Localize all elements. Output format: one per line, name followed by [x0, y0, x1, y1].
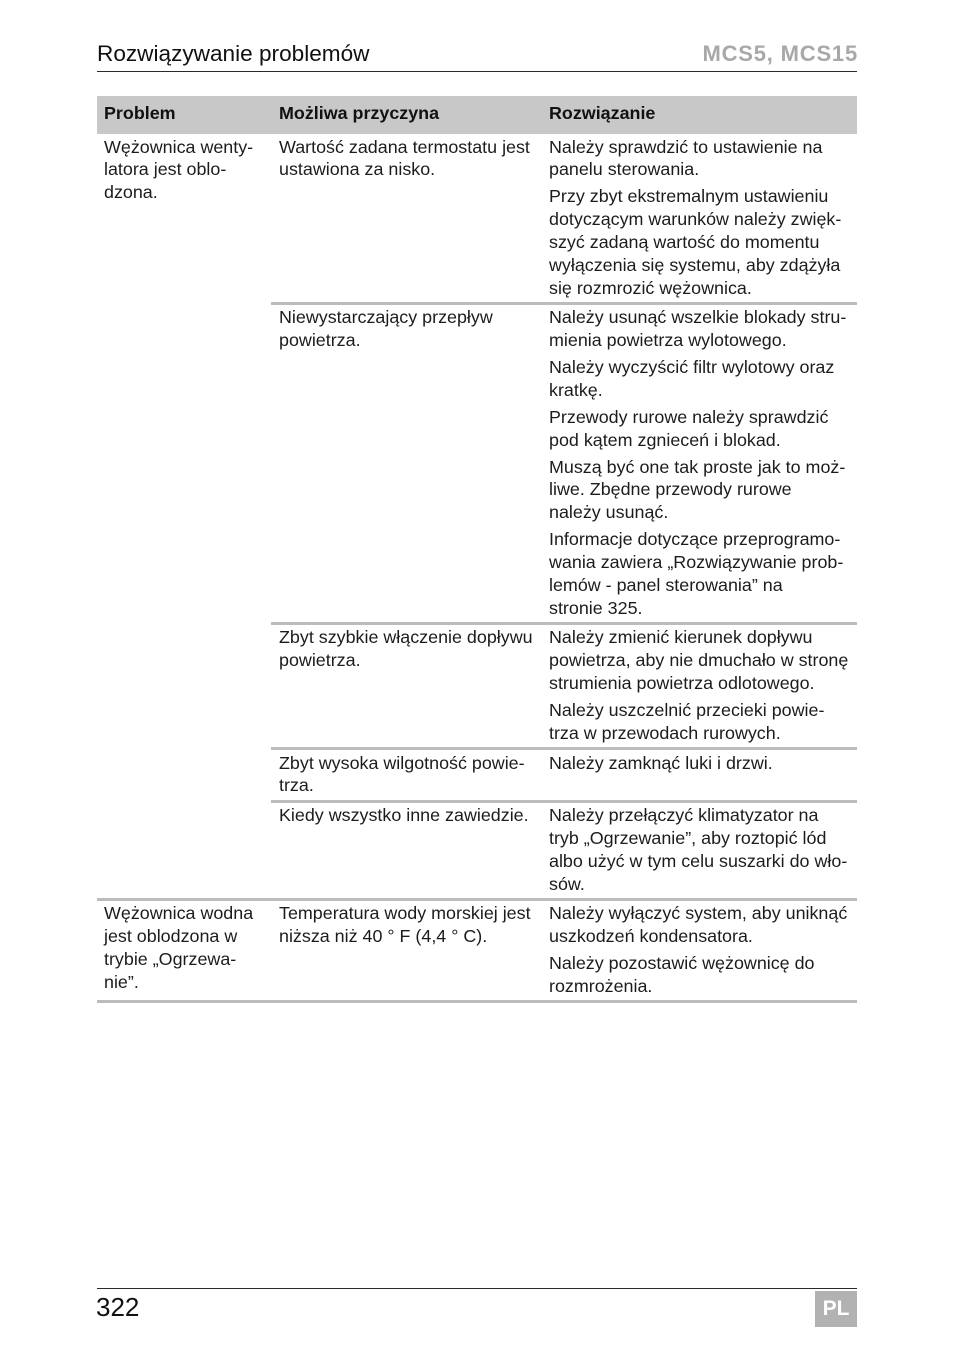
- solution-cell: [541, 134, 857, 302]
- solution-line: Należy wyłączyć system, aby uniknąć: [549, 903, 848, 924]
- cause-line: powietrza.: [279, 330, 361, 351]
- table-row: [97, 134, 857, 302]
- cause-line: niższa niż 40 ° F (4,4 ° C).: [279, 926, 488, 947]
- solution-line: sów.: [549, 873, 585, 894]
- solution-line: tryb „Ogrzewanie”, aby roztopić lód: [549, 827, 827, 848]
- solution-line: lemów - panel sterowania” na: [549, 574, 783, 595]
- solution-line: liwe. Zbędne przewody rurowe: [549, 479, 792, 500]
- column-header-problem: Problem: [97, 96, 271, 134]
- problem-line: dzona.: [104, 182, 158, 203]
- solution-cell: [541, 800, 857, 898]
- page-number: 322: [96, 1292, 140, 1322]
- solution-line: Przy zbyt ekstremalnym ustawieniu: [549, 186, 829, 207]
- problem-cell: [97, 898, 271, 1003]
- solution-paragraph: [549, 456, 855, 524]
- solution-line: albo użyć w tym celu suszarki do wło-: [549, 850, 848, 871]
- solution-paragraph: [549, 699, 855, 745]
- solution-line: Należy wyczyścić filtr wylotowy oraz: [549, 357, 835, 378]
- solution-line: Należy pozostawić wężownicę do: [549, 953, 815, 974]
- solution-line: wania zawiera „Rozwiązywanie prob-: [549, 552, 844, 573]
- cause-line: Niewystarczający przepływ: [279, 307, 493, 328]
- solution-paragraph: [549, 356, 855, 402]
- problem-cell: [97, 134, 271, 898]
- cause-cell: [271, 134, 541, 302]
- solution-line: Należy przełączyć klimatyzator na: [549, 805, 819, 826]
- solution-line: strumienia powietrza odlotowego.: [549, 673, 815, 694]
- solution-line: rozmrożenia.: [549, 975, 653, 996]
- solution-line: mienia powietrza wylotowego.: [549, 330, 787, 351]
- solution-line: uszkodzeń kondensatora.: [549, 926, 753, 947]
- cause-line: Temperatura wody morskiej jest: [279, 903, 531, 924]
- solution-paragraph: [549, 306, 855, 352]
- solution-line: szyć zadaną wartość do momentu: [549, 231, 820, 252]
- model-label: MCS5, MCS15: [702, 41, 858, 66]
- problem-line: trybie „Ogrzewa-: [104, 948, 237, 969]
- column-header-cause: Możliwa przyczyna: [271, 96, 541, 134]
- problem-line: jest oblodzona w: [104, 926, 238, 947]
- cause-line: Wartość zadana termostatu jest: [279, 136, 530, 157]
- footer-rule: [97, 1288, 857, 1289]
- solution-paragraph: [549, 626, 855, 694]
- header-rule: [97, 71, 857, 72]
- solution-cell: [541, 898, 857, 1003]
- cause-line: Zbyt wysoka wilgotność powie-: [279, 752, 525, 773]
- solution-paragraph: [549, 752, 855, 775]
- cause-cell: [271, 302, 541, 622]
- solution-paragraph: [549, 528, 855, 619]
- cause-cell: [271, 898, 541, 1003]
- solution-line: Przewody rurowe należy sprawdzić: [549, 406, 829, 427]
- solution-paragraph: [549, 136, 855, 182]
- solution-paragraph: [549, 185, 855, 299]
- troubleshooting-table: [97, 96, 857, 1003]
- solution-line: Należy usunąć wszelkie blokady stru-: [549, 307, 847, 328]
- solution-line: wyłączenia się systemu, aby zdążyła: [549, 254, 841, 275]
- problem-line: Wężownica wodna: [104, 903, 254, 924]
- table-row: [97, 898, 857, 1003]
- solution-paragraph: [549, 902, 855, 948]
- solution-line: stronie 325.: [549, 597, 643, 618]
- solution-line: panelu sterowania.: [549, 159, 700, 180]
- table-header-row: [97, 96, 857, 134]
- solution-paragraph: [549, 406, 855, 452]
- problem-line: latora jest oblo-: [104, 159, 227, 180]
- cause-line: ustawiona za nisko.: [279, 159, 436, 180]
- solution-line: Muszą być one tak proste jak to moż-: [549, 456, 846, 477]
- solution-cell: [541, 747, 857, 800]
- page-title: Rozwiązywanie problemów: [97, 41, 370, 66]
- cause-line: powietrza.: [279, 650, 361, 671]
- solution-line: Należy zmienić kierunek dopływu: [549, 627, 813, 648]
- cause-cell: [271, 800, 541, 898]
- solution-cell: [541, 622, 857, 747]
- cause-line: Kiedy wszystko inne zawiedzie.: [279, 805, 529, 826]
- cause-line: Zbyt szybkie włączenie dopływu: [279, 627, 533, 648]
- language-badge: PL: [815, 1291, 857, 1327]
- solution-line: powietrza, aby nie dmuchało w stronę: [549, 650, 849, 671]
- problem-line: nie”.: [104, 971, 139, 992]
- solution-line: pod kątem zgnieceń i blokad.: [549, 429, 781, 450]
- solution-paragraph: [549, 804, 855, 895]
- solution-paragraph: [549, 952, 855, 998]
- solution-line: Należy zamknąć luki i drzwi.: [549, 752, 773, 773]
- solution-line: Należy sprawdzić to ustawienie na: [549, 136, 823, 157]
- solution-line: dotyczącym warunków należy zwięk-: [549, 209, 842, 230]
- cause-line: trza.: [279, 775, 314, 796]
- solution-line: trza w przewodach rurowych.: [549, 722, 781, 743]
- problem-line: Wężownica wenty-: [104, 136, 254, 157]
- solution-line: należy usunąć.: [549, 502, 669, 523]
- cause-cell: [271, 622, 541, 747]
- solution-line: się rozmrozić wężownica.: [549, 277, 752, 298]
- cause-cell: [271, 747, 541, 800]
- column-header-solution: Rozwiązanie: [541, 96, 857, 134]
- solution-line: Informacje dotyczące przeprogramo-: [549, 529, 841, 550]
- solution-line: Należy uszczelnić przecieki powie-: [549, 700, 825, 720]
- solution-line: kratkę.: [549, 379, 603, 400]
- solution-cell: [541, 302, 857, 622]
